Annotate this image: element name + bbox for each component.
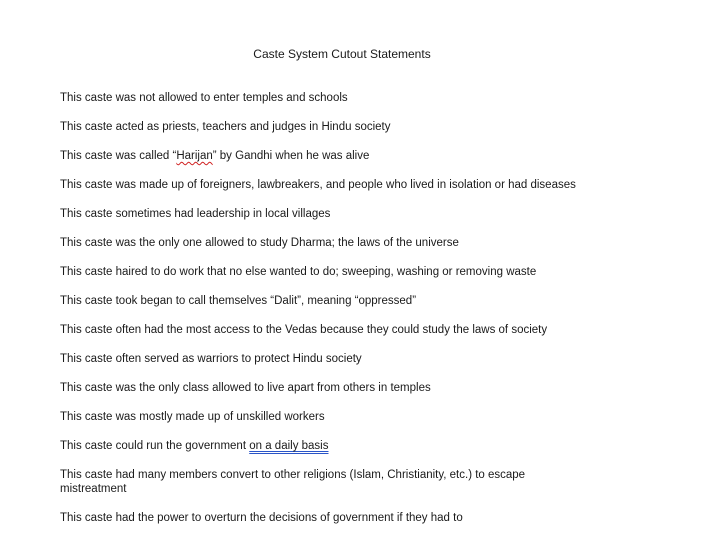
statement-item: This caste was the only one allowed to study Dharma; the laws of the universe <box>60 237 459 249</box>
statement-text: This caste could run the government <box>60 440 250 452</box>
statement-item: This caste had the power to overturn the decisions of government if they had to <box>60 512 463 524</box>
statement-item: This caste was the only class allowed to live apart from others in temples <box>60 382 431 394</box>
statement-item <box>60 149 560 178</box>
spellcheck-marked-word: Harijan <box>176 150 213 162</box>
statement-item: This caste took began to call themselves “Dalit”, meaning “oppressed” <box>60 295 417 307</box>
statement-item: This caste haired to do work that no else wanted to do; sweeping, washing or removing waste <box>60 266 537 278</box>
statement-item: This caste was not allowed to enter temples and schools <box>60 92 348 104</box>
statement-item: This caste was made up of foreigners, lawbreakers, and people who lived in isolation or had diseases <box>60 179 576 191</box>
statement-text: ” by Gandhi when he was alive <box>212 150 370 162</box>
statement-text: This caste was called “ <box>60 150 177 162</box>
grammar-marked-phrase: on a daily basis <box>249 440 329 452</box>
statement-item: This caste acted as priests, teachers and judges in Hindu society <box>60 121 391 133</box>
statement-item: This caste often served as warriors to protect Hindu society <box>60 353 362 365</box>
statement-item: This caste had many members convert to other religions (Islam, Christianity, etc.) to escape mistreatment <box>60 469 526 495</box>
statement-item <box>60 439 560 468</box>
document-title: Caste System Cutout Statements <box>253 47 431 61</box>
statement-item: This caste sometimes had leadership in local villages <box>60 208 331 220</box>
statement-item: This caste often had the most access to the Vedas because they could study the laws of society <box>60 324 548 336</box>
statement-item: This caste was mostly made up of unskilled workers <box>60 411 325 423</box>
statement-list <box>60 91 576 540</box>
